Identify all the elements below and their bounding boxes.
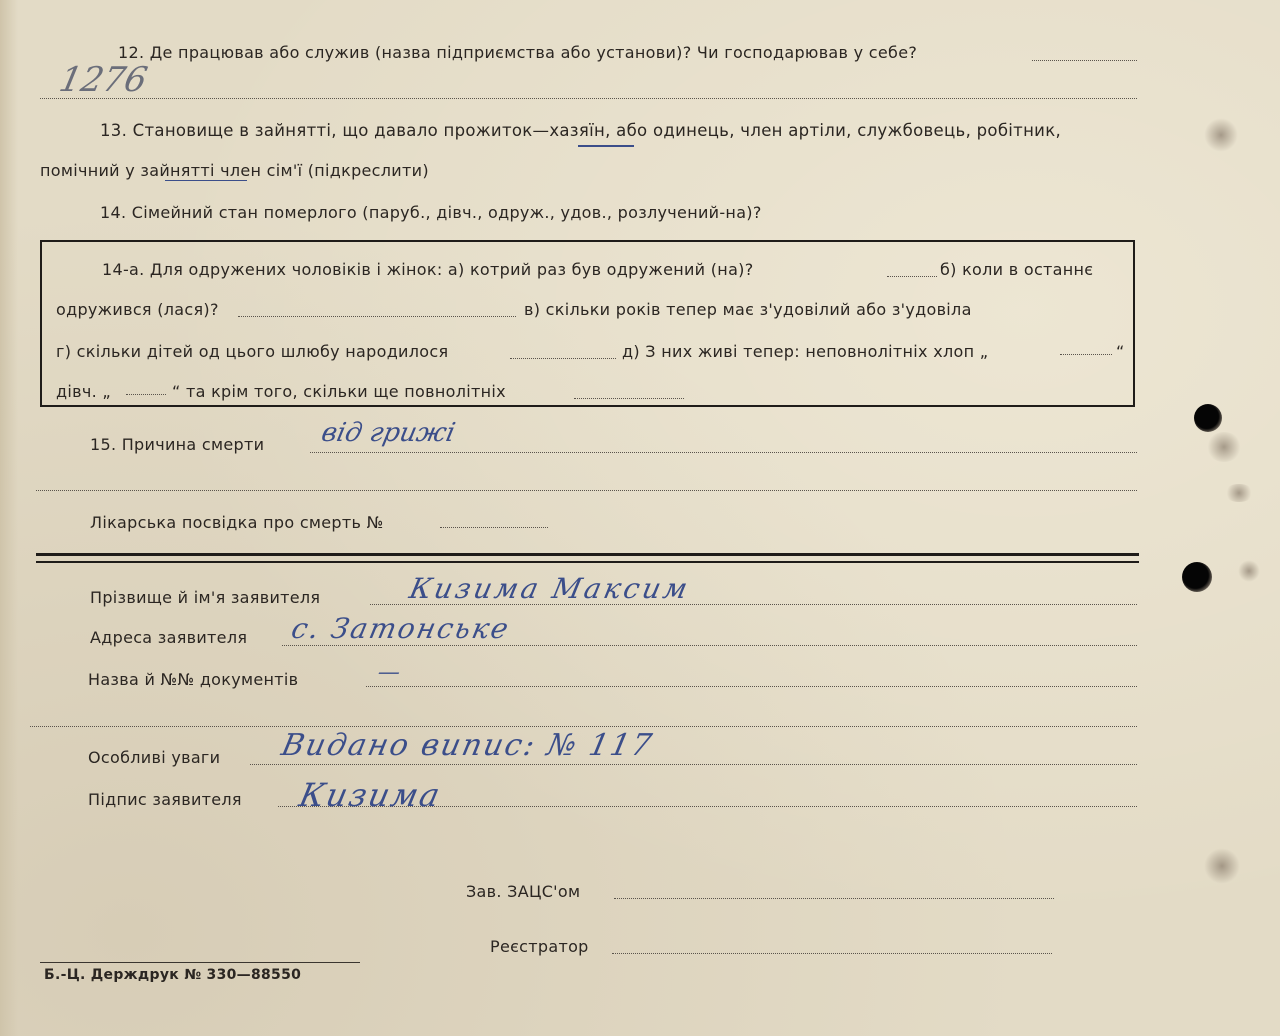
paper-tear-mark-5 <box>1224 484 1254 502</box>
q14a-line3-b: д) З них живі тепер: неповнолітніх хлоп „ <box>622 342 989 361</box>
question-15: 15. Причина смерти <box>90 435 265 454</box>
q14a-line1-field <box>887 276 937 277</box>
paper-tear-mark <box>1204 118 1238 152</box>
q15-answer-line <box>310 452 1137 453</box>
registrar-field <box>612 953 1052 954</box>
q14a-line4-b: “ та крім того, скільки ще повнолітніх <box>172 382 506 401</box>
documents-handwritten: — <box>375 660 403 685</box>
q12-handwritten-answer: 1276 <box>55 60 151 100</box>
q14a-line2-b: в) скільки років тепер має з'удовілий або з'удовіла <box>524 300 972 319</box>
q12-answer-line <box>1032 60 1137 61</box>
q12-answer-line-2 <box>40 98 1137 99</box>
q14a-line3-a: г) скільки дітей од цього шлюбу народилося <box>56 342 449 361</box>
q14a-line1-b: б) коли в останнє <box>940 260 1094 279</box>
binding-hole <box>1194 404 1222 432</box>
applicant-signature: Кизима <box>295 776 446 814</box>
section-divider-2 <box>36 561 1139 563</box>
remarks-handwritten: Видано випис: № 117 <box>278 728 657 763</box>
zags-head-field <box>614 898 1054 899</box>
remarks-field <box>250 764 1137 765</box>
q14a-line4-a: дівч. „ <box>56 382 111 401</box>
paper-tear-mark-4 <box>1204 848 1240 884</box>
q14a-line4-field-2 <box>574 398 684 399</box>
question-13-line1: 13. Становище в зайнятті, що давало прожиток—хазяїн, або одинець, член артіли, службовець, робітник, <box>100 121 1062 140</box>
zags-head-label: Зав. ЗАЦС'ом <box>466 882 581 901</box>
q14a-line3-c: “ <box>1116 342 1125 361</box>
registrar-label: Реєстратор <box>490 937 589 956</box>
imprint-rule <box>40 962 360 963</box>
q13-underline-mark-2 <box>165 180 247 181</box>
question-12: 12. Де працював або служив (назва підприємства або установи)? Чи господарював у себе? <box>118 43 918 62</box>
q14a-line2-a: одружився (лася)? <box>56 300 219 319</box>
applicant-name-handwritten: Кизима Максим <box>406 572 694 605</box>
documents-field <box>366 686 1137 687</box>
q14a-line3-field-2 <box>1060 354 1112 355</box>
q14a-line4-field <box>126 394 166 395</box>
printer-imprint: Б.-Ц. Держдрук № 330—88550 <box>44 967 302 983</box>
paper-edge <box>0 0 18 1036</box>
applicant-address-field <box>282 645 1137 646</box>
paper-tear-mark-3 <box>1238 560 1260 582</box>
question-14a-box <box>40 240 1135 407</box>
paper-tear-mark-2 <box>1206 432 1242 462</box>
medical-certificate-label: Лікарська посвідка про смерть № <box>90 513 384 532</box>
remarks-label: Особливі уваги <box>88 748 221 767</box>
question-14: 14. Сімейний стан померлого (паруб., дівч., одруж., удов., розлучений-на)? <box>100 203 762 222</box>
applicant-address-label: Адреса заявителя <box>90 628 248 647</box>
q14a-line1-a: 14-а. Для одружених чоловіків і жінок: а) котрий раз був одружений (на)? <box>102 260 754 279</box>
question-13-line2: помічний у зайнятті член сім'ї (підкреслити) <box>40 161 429 180</box>
applicant-address-handwritten: с. Затонське <box>288 612 514 645</box>
documents-field-2 <box>30 726 1137 727</box>
section-divider <box>36 553 1139 556</box>
q14a-line3-field <box>510 358 616 359</box>
signature-label: Підпис заявителя <box>88 790 242 809</box>
q15-handwritten-answer: від грижі <box>318 418 458 448</box>
applicant-name-label: Прізвище й ім'я заявителя <box>90 588 321 607</box>
medical-certificate-field <box>440 527 548 528</box>
q13-underline-mark <box>578 145 634 147</box>
documents-label: Назва й №№ документів <box>88 670 299 689</box>
q14a-line2-field <box>238 316 516 317</box>
binding-hole-2 <box>1182 562 1212 592</box>
q15-answer-line-2 <box>36 490 1137 491</box>
